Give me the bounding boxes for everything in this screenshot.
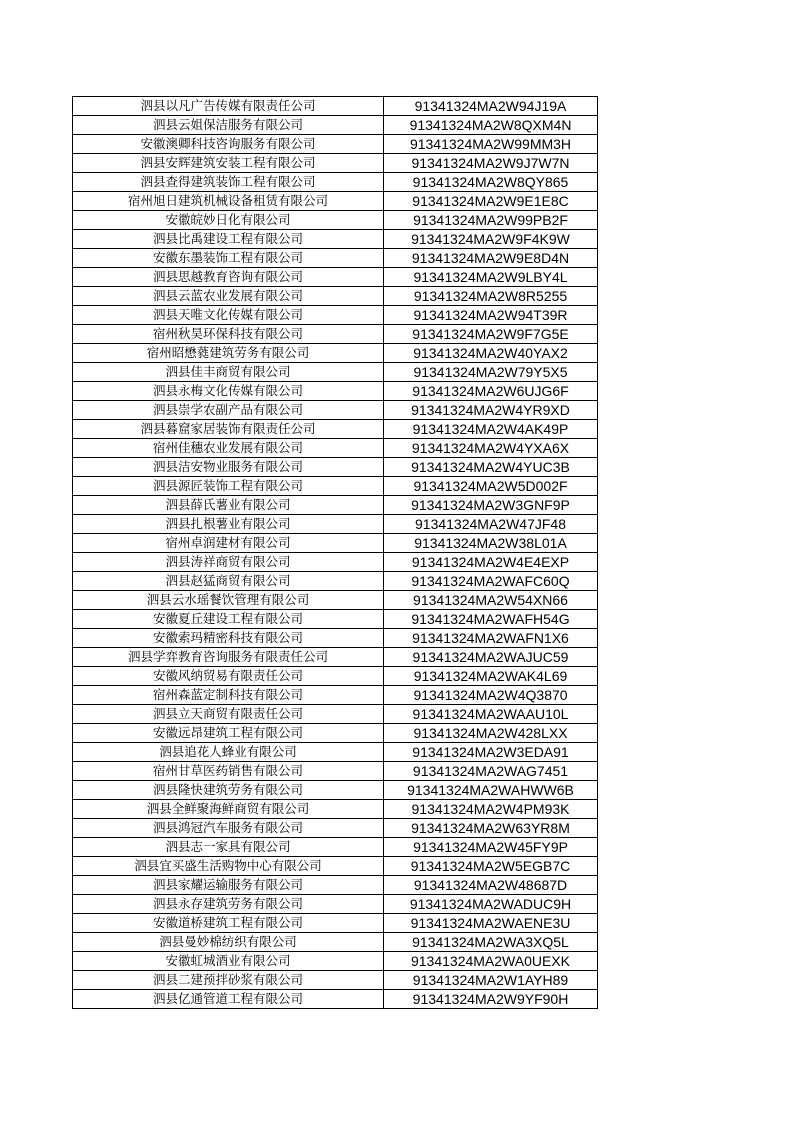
table-row <box>73 382 598 401</box>
company-name-cell: 泗县家耀运输服务有限公司 <box>73 876 384 895</box>
credit-code-cell: 91341324MA2W9F7G5E <box>384 325 598 344</box>
credit-code-cell: 91341324MA2W8QXM4N <box>384 116 598 135</box>
company-name-cell: 泗县二建预拌砂浆有限公司 <box>73 971 384 990</box>
table-row <box>73 667 598 686</box>
company-registry-table <box>72 96 598 1009</box>
table-row <box>73 515 598 534</box>
table-row <box>73 116 598 135</box>
company-name-cell: 泗县鸿冠汽车服务有限公司 <box>73 819 384 838</box>
table-row <box>73 724 598 743</box>
credit-code-cell: 91341324MA2W5D002F <box>384 477 598 496</box>
table-row <box>73 952 598 971</box>
credit-code-cell: 91341324MA2W63YR8M <box>384 819 598 838</box>
table-row <box>73 268 598 287</box>
table-row <box>73 990 598 1009</box>
table-row <box>73 553 598 572</box>
table-row <box>73 363 598 382</box>
credit-code-cell: 91341324MA2WAAU10L <box>384 705 598 724</box>
credit-code-cell: 91341324MA2WAK4L69 <box>384 667 598 686</box>
company-name-cell: 安徽索玛精密科技有限公司 <box>73 629 384 648</box>
credit-code-cell: 91341324MA2W9F4K9W <box>384 230 598 249</box>
table-row <box>73 705 598 724</box>
credit-code-cell: 91341324MA2WAFN1X6 <box>384 629 598 648</box>
credit-code-cell: 91341324MA2W1AYH89 <box>384 971 598 990</box>
company-name-cell: 泗县亿通管道工程有限公司 <box>73 990 384 1009</box>
table-row <box>73 477 598 496</box>
credit-code-cell: 91341324MA2W94T39R <box>384 306 598 325</box>
credit-code-cell: 91341324MA2W6UJG6F <box>384 382 598 401</box>
company-name-cell: 泗县云蓝农业发展有限公司 <box>73 287 384 306</box>
credit-code-cell: 91341324MA2W40YAX2 <box>384 344 598 363</box>
credit-code-cell: 91341324MA2W99PB2F <box>384 211 598 230</box>
credit-code-cell: 91341324MA2W9E8D4N <box>384 249 598 268</box>
company-name-cell: 泗县云水瑶餐饮管理有限公司 <box>73 591 384 610</box>
table-row <box>73 306 598 325</box>
table-row <box>73 458 598 477</box>
credit-code-cell: 91341324MA2W5EGB7C <box>384 857 598 876</box>
table-row <box>73 572 598 591</box>
table-row <box>73 686 598 705</box>
company-name-cell: 宿州佳穗农业发展有限公司 <box>73 439 384 458</box>
company-name-cell: 泗县暮窟家居装饰有限责任公司 <box>73 420 384 439</box>
credit-code-cell: 91341324MA2W4E4EXP <box>384 553 598 572</box>
table-row <box>73 211 598 230</box>
company-name-cell: 安徽夏丘建设工程有限公司 <box>73 610 384 629</box>
credit-code-cell: 91341324MA2W4YUC3B <box>384 458 598 477</box>
table-row <box>73 762 598 781</box>
company-name-cell: 宿州森蓝定制科技有限公司 <box>73 686 384 705</box>
company-name-cell: 安徽远昂建筑工程有限公司 <box>73 724 384 743</box>
credit-code-cell: 91341324MA2W4AK49P <box>384 420 598 439</box>
credit-code-cell: 91341324MA2WAFC60Q <box>384 572 598 591</box>
table-row <box>73 135 598 154</box>
credit-code-cell: 91341324MA2W9YF90H <box>384 990 598 1009</box>
table-row <box>73 857 598 876</box>
company-name-cell: 泗县隆快建筑劳务有限公司 <box>73 781 384 800</box>
credit-code-cell: 91341324MA2W4Q3870 <box>384 686 598 705</box>
credit-code-cell: 91341324MA2W9LBY4L <box>384 268 598 287</box>
credit-code-cell: 91341324MA2W428LXX <box>384 724 598 743</box>
table-row <box>73 648 598 667</box>
company-name-cell: 安徽道桥建筑工程有限公司 <box>73 914 384 933</box>
credit-code-cell: 91341324MA2WA3XQ5L <box>384 933 598 952</box>
company-name-cell: 泗县学弈教育咨询服务有限责任公司 <box>73 648 384 667</box>
credit-code-cell: 91341324MA2W99MM3H <box>384 135 598 154</box>
credit-code-cell: 91341324MA2WAHWW6B <box>384 781 598 800</box>
table-row <box>73 344 598 363</box>
table-row <box>73 154 598 173</box>
table-row <box>73 971 598 990</box>
company-name-cell: 泗县宜买盛生活购物中心有限公司 <box>73 857 384 876</box>
table-row <box>73 895 598 914</box>
credit-code-cell: 91341324MA2W3GNF9P <box>384 496 598 515</box>
table-row <box>73 230 598 249</box>
credit-code-cell: 91341324MA2W9J7W7N <box>384 154 598 173</box>
company-name-cell: 泗县永存建筑劳务有限公司 <box>73 895 384 914</box>
table-row <box>73 401 598 420</box>
company-name-cell: 泗县涛祥商贸有限公司 <box>73 553 384 572</box>
table-row <box>73 743 598 762</box>
company-name-cell: 泗县以凡广告传媒有限责任公司 <box>73 97 384 116</box>
table-row <box>73 819 598 838</box>
company-name-cell: 泗县佳丰商贸有限公司 <box>73 363 384 382</box>
table-row <box>73 496 598 515</box>
table-row <box>73 173 598 192</box>
table-row <box>73 838 598 857</box>
company-name-cell: 泗县洁安物业服务有限公司 <box>73 458 384 477</box>
company-name-cell: 宿州甘草医药销售有限公司 <box>73 762 384 781</box>
company-name-cell: 泗县追花人蜂业有限公司 <box>73 743 384 762</box>
company-name-cell: 泗县曼妙棉纺织有限公司 <box>73 933 384 952</box>
credit-code-cell: 91341324MA2W45FY9P <box>384 838 598 857</box>
table-row <box>73 876 598 895</box>
company-name-cell: 泗县源匠装饰工程有限公司 <box>73 477 384 496</box>
table-row <box>73 287 598 306</box>
credit-code-cell: 91341324MA2W9E1E8C <box>384 192 598 211</box>
credit-code-cell: 91341324MA2W48687D <box>384 876 598 895</box>
company-name-cell: 泗县查得建筑装饰工程有限公司 <box>73 173 384 192</box>
table-row <box>73 534 598 553</box>
company-name-cell: 泗县立天商贸有限责任公司 <box>73 705 384 724</box>
credit-code-cell: 91341324MA2W4YXA6X <box>384 439 598 458</box>
company-name-cell: 泗县永梅文化传媒有限公司 <box>73 382 384 401</box>
credit-code-cell: 91341324MA2W94J19A <box>384 97 598 116</box>
company-name-cell: 泗县赵猛商贸有限公司 <box>73 572 384 591</box>
company-name-cell: 泗县天唯文化传媒有限公司 <box>73 306 384 325</box>
company-name-cell: 泗县全鲜聚海鲜商贸有限公司 <box>73 800 384 819</box>
company-name-cell: 安徽东墨装饰工程有限公司 <box>73 249 384 268</box>
table-row <box>73 629 598 648</box>
table-row <box>73 610 598 629</box>
company-name-cell: 泗县比禹建设工程有限公司 <box>73 230 384 249</box>
table-row <box>73 325 598 344</box>
credit-code-cell: 91341324MA2WA0UEXK <box>384 952 598 971</box>
company-name-cell: 泗县薛氏薯业有限公司 <box>73 496 384 515</box>
credit-code-cell: 91341324MA2W3EDA91 <box>384 743 598 762</box>
credit-code-cell: 91341324MA2WADUC9H <box>384 895 598 914</box>
table-row <box>73 781 598 800</box>
credit-code-cell: 91341324MA2WAG7451 <box>384 762 598 781</box>
credit-code-cell: 91341324MA2W79Y5X5 <box>384 363 598 382</box>
company-name-cell: 宿州旭日建筑机械设备租赁有限公司 <box>73 192 384 211</box>
company-name-cell: 泗县思越教育咨询有限公司 <box>73 268 384 287</box>
credit-code-cell: 91341324MA2WAFH54G <box>384 610 598 629</box>
credit-code-cell: 91341324MA2W4YR9XD <box>384 401 598 420</box>
company-name-cell: 安徽虹城酒业有限公司 <box>73 952 384 971</box>
company-name-cell: 安徽澳卿科技咨询服务有限公司 <box>73 135 384 154</box>
company-name-cell: 泗县安辉建筑安装工程有限公司 <box>73 154 384 173</box>
company-name-cell: 安徽风纳贸易有限责任公司 <box>73 667 384 686</box>
credit-code-cell: 91341324MA2W4PM93K <box>384 800 598 819</box>
company-name-cell: 泗县扎根薯业有限公司 <box>73 515 384 534</box>
credit-code-cell: 91341324MA2W47JF48 <box>384 515 598 534</box>
credit-code-cell: 91341324MA2WAJUC59 <box>384 648 598 667</box>
table-row <box>73 591 598 610</box>
company-name-cell: 泗县志一家具有限公司 <box>73 838 384 857</box>
table-row <box>73 439 598 458</box>
company-name-cell: 宿州卓润建材有限公司 <box>73 534 384 553</box>
table-body <box>73 97 598 1009</box>
table-row <box>73 800 598 819</box>
company-name-cell: 泗县崇学农副产品有限公司 <box>73 401 384 420</box>
table-row <box>73 420 598 439</box>
table-row <box>73 914 598 933</box>
credit-code-cell: 91341324MA2W38L01A <box>384 534 598 553</box>
table-row <box>73 933 598 952</box>
table-row <box>73 97 598 116</box>
table-row <box>73 249 598 268</box>
credit-code-cell: 91341324MA2W54XN66 <box>384 591 598 610</box>
company-name-cell: 安徽皖妙日化有限公司 <box>73 211 384 230</box>
company-name-cell: 泗县云姐保洁服务有限公司 <box>73 116 384 135</box>
company-name-cell: 宿州秋昊环保科技有限公司 <box>73 325 384 344</box>
table-row <box>73 192 598 211</box>
credit-code-cell: 91341324MA2WAENE3U <box>384 914 598 933</box>
credit-code-cell: 91341324MA2W8R5255 <box>384 287 598 306</box>
company-name-cell: 宿州昭懋蕤建筑劳务有限公司 <box>73 344 384 363</box>
credit-code-cell: 91341324MA2W8QY865 <box>384 173 598 192</box>
